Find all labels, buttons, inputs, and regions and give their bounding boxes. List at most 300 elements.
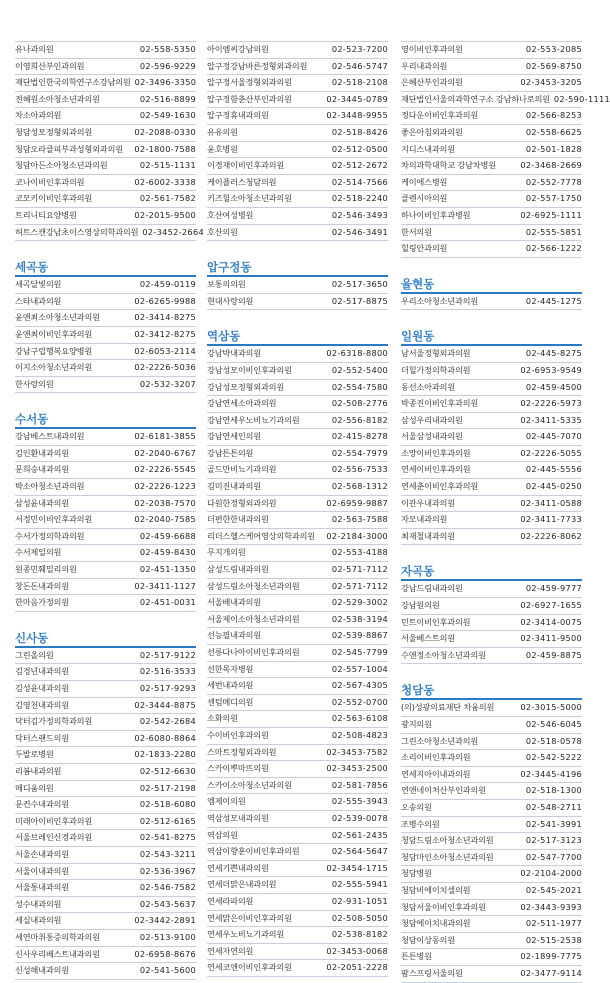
clinic-phone: 02-546-7582 xyxy=(139,882,196,893)
clinic-name: 전혜원소아청소년과의원 xyxy=(15,93,100,104)
district-title: 수서동 xyxy=(15,412,49,427)
clinic-row xyxy=(207,175,388,192)
clinic-name: 연세더맑은내과의원 xyxy=(207,879,277,890)
clinic-name: 조병수의원 xyxy=(401,818,440,829)
clinic-row xyxy=(401,833,582,850)
clinic-name: 우리소아청소년과의원 xyxy=(401,295,479,306)
clinic-name: 청담에이치내과의원 xyxy=(401,918,471,929)
clinic-name: 무지개의원 xyxy=(207,547,246,558)
clinic-phone: 02-564-5647 xyxy=(331,846,388,857)
clinic-phone: 02-2040-6767 xyxy=(134,447,196,458)
clinic-row xyxy=(207,92,388,109)
clinic-phone: 02-516-3533 xyxy=(139,666,196,677)
clinic-name: 현대사랑의원 xyxy=(207,295,254,306)
clinic-row xyxy=(401,413,582,430)
clinic-name: 그린올의원 xyxy=(15,649,54,660)
clinic-name: 세연마취통증의학과의원 xyxy=(15,931,100,942)
clinic-row xyxy=(401,800,582,817)
clinic-name: 신사우리베스트내과의원 xyxy=(15,948,100,959)
clinic-row xyxy=(207,462,388,479)
clinic-phone: 02-563-7588 xyxy=(331,514,388,525)
clinic-name: 문컨수내과의원 xyxy=(15,799,69,810)
clinic-name: 엠제이의원 xyxy=(207,796,246,807)
clinic-phone: 02-459-6688 xyxy=(139,530,196,541)
clinic-name: 케이플러스청담의원 xyxy=(207,176,277,187)
clinic-name: 민트이비인후과의원 xyxy=(401,616,471,627)
clinic-row xyxy=(207,446,388,463)
clinic-row xyxy=(15,847,196,864)
clinic-row xyxy=(207,745,388,762)
clinic-phone: 02-6002-3338 xyxy=(134,176,196,187)
clinic-row xyxy=(401,380,582,397)
clinic-row xyxy=(401,615,582,632)
clinic-row xyxy=(207,277,388,294)
clinic-phone: 02-3477-9114 xyxy=(520,967,582,978)
clinic-row xyxy=(207,612,388,629)
clinic-name: 서울배내과의원 xyxy=(207,597,261,608)
clinic-name: 강남박내과의원 xyxy=(207,348,261,359)
clinic-name: 더힐가정의학과의원 xyxy=(401,364,471,375)
clinic-row xyxy=(401,700,582,717)
district-heading xyxy=(401,559,582,581)
clinic-name: 스카이소아청소년과의원 xyxy=(207,779,292,790)
clinic-phone: 02-3414-0075 xyxy=(520,616,582,627)
clinic-phone: 02-2226-5545 xyxy=(134,464,196,475)
clinic-row xyxy=(401,916,582,933)
clinic-phone: 02-515-1131 xyxy=(139,160,196,171)
clinic-name: 강남연세인의원 xyxy=(207,431,261,442)
clinic-phone: 02-3468-2669 xyxy=(520,160,582,171)
clinic-phone: 02-445-5556 xyxy=(525,464,582,475)
clinic-name: 정다운이비인후과의원 xyxy=(401,110,479,121)
clinic-row xyxy=(207,208,388,225)
clinic-name: 강남연세우노비뇨기과의원 xyxy=(207,414,300,425)
clinic-row xyxy=(401,631,582,648)
clinic-row xyxy=(401,900,582,917)
clinic-row xyxy=(15,344,196,361)
directory-column xyxy=(15,41,204,980)
clinic-phone: 02-569-8750 xyxy=(525,60,582,71)
district-heading xyxy=(401,272,582,294)
directory-column xyxy=(401,41,610,983)
clinic-row xyxy=(15,595,196,612)
clinic-phone: 02-459-0119 xyxy=(139,279,196,290)
clinic-name: 세곡달빛의원 xyxy=(15,279,62,290)
clinic-phone: 02-553-2085 xyxy=(525,44,582,54)
clinic-name: 허트스캔강남초이스영상의학과의원 xyxy=(15,226,139,237)
clinic-name: 세번내과의원 xyxy=(207,680,254,691)
clinic-row xyxy=(207,579,388,596)
clinic-name: 강남성모정형외과의원 xyxy=(207,381,285,392)
clinic-row xyxy=(207,59,388,76)
clinic-row xyxy=(15,830,196,847)
clinic-phone: 02-3453-3205 xyxy=(520,77,582,88)
clinic-row xyxy=(401,363,582,380)
clinic-phone: 02-518-2108 xyxy=(331,77,388,88)
clinic-phone: 02-555-3943 xyxy=(331,796,388,807)
clinic-row xyxy=(401,496,582,513)
clinic-row xyxy=(207,628,388,645)
clinic-phone: 02-2038-7570 xyxy=(134,497,196,508)
clinic-row xyxy=(15,429,196,446)
clinic-name: 서울삼성내과의원 xyxy=(401,431,463,442)
clinic-row xyxy=(207,844,388,861)
clinic-phone: 02-518-6080 xyxy=(139,799,196,810)
clinic-name: 리봄내과의원 xyxy=(15,765,62,776)
clinic-phone: 02-554-7979 xyxy=(331,447,388,458)
clinic-row xyxy=(207,529,388,546)
district-title: 세곡동 xyxy=(15,260,49,275)
clinic-name: 서울손내과의원 xyxy=(15,848,69,859)
clinic-row xyxy=(401,142,582,159)
clinic-name: 청담성모정형외과의원 xyxy=(15,126,93,137)
clinic-name: 연세자연의원 xyxy=(207,945,254,956)
clinic-phone: 02-558-6625 xyxy=(525,126,582,137)
clinic-name: 강남연세소아과의원 xyxy=(207,398,277,409)
clinic-name: 역삼의원 xyxy=(207,829,238,840)
clinic-phone: 02-590-1111 xyxy=(553,93,610,104)
clinic-phone: 02-532-3207 xyxy=(139,378,196,389)
clinic-name: 코나이비인후과의원 xyxy=(15,176,85,187)
clinic-row xyxy=(15,175,196,192)
clinic-row xyxy=(207,595,388,612)
clinic-row xyxy=(401,59,582,76)
clinic-row xyxy=(207,41,388,59)
clinic-phone: 02-6925-1111 xyxy=(520,209,582,220)
directory-column xyxy=(207,41,388,977)
district-title: 압구정동 xyxy=(207,260,252,275)
clinic-phone: 02-567-4305 xyxy=(331,680,388,691)
clinic-row xyxy=(15,92,196,109)
clinic-row xyxy=(15,529,196,546)
clinic-phone: 02-523-7200 xyxy=(331,44,388,54)
clinic-phone: 02-445-8275 xyxy=(525,348,582,359)
clinic-name: 우리내과의원 xyxy=(401,60,448,71)
clinic-row xyxy=(207,380,388,397)
clinic-name: 자모내과의원 xyxy=(401,514,448,525)
clinic-row xyxy=(207,108,388,125)
clinic-phone: 02-6927-1655 xyxy=(520,600,582,611)
clinic-name: 다원한정형외과의원 xyxy=(207,497,277,508)
clinic-phone: 02-553-4188 xyxy=(331,547,388,558)
clinic-name: 강남구립행복요양병원 xyxy=(15,345,93,356)
clinic-name: 윤앤최소아청소년과의원 xyxy=(15,312,100,323)
clinic-name: 연세이비인후과의원 xyxy=(401,464,471,475)
clinic-name: 코모키이비인후과의원 xyxy=(15,193,93,204)
clinic-row xyxy=(15,814,196,831)
clinic-name: 신성해내과의원 xyxy=(15,965,69,976)
clinic-phone: 02-6958-8676 xyxy=(134,948,196,959)
clinic-row xyxy=(401,396,582,413)
clinic-name: 센텀메디의원 xyxy=(207,696,254,707)
clinic-row xyxy=(401,734,582,751)
clinic-row xyxy=(207,944,388,961)
clinic-name: 이영희산부인과의원 xyxy=(15,60,85,71)
clinic-name: 원종민훼밀리의원 xyxy=(15,564,77,575)
clinic-phone: 02-3454-1715 xyxy=(326,862,388,873)
clinic-row xyxy=(207,75,388,92)
clinic-row xyxy=(401,241,582,258)
clinic-name: 서울제이소아청소년과의원 xyxy=(207,613,300,624)
clinic-name: 최재철내과의원 xyxy=(401,530,455,541)
clinic-row xyxy=(15,764,196,781)
clinic-name: 스타내과의원 xyxy=(15,295,62,306)
clinic-row xyxy=(401,817,582,834)
clinic-row xyxy=(15,125,196,142)
clinic-phone: 02-2088-0330 xyxy=(134,126,196,137)
clinic-phone: 02-2226-5055 xyxy=(520,447,582,458)
clinic-phone: 02-3453-0068 xyxy=(326,945,388,956)
clinic-row xyxy=(15,664,196,681)
clinic-phone: 02-931-1051 xyxy=(331,895,388,906)
clinic-row xyxy=(401,750,582,767)
clinic-name: 강남드림내과의원 xyxy=(401,583,463,594)
clinic-phone: 02-552-7778 xyxy=(525,176,582,187)
clinic-row xyxy=(15,681,196,698)
clinic-phone: 02-561-7582 xyxy=(139,193,196,204)
clinic-phone: 02-3015-5000 xyxy=(520,702,582,713)
clinic-row xyxy=(15,446,196,463)
clinic-phone: 02-517-3650 xyxy=(331,279,388,290)
clinic-name: 서울이내과의원 xyxy=(15,865,69,876)
clinic-row xyxy=(207,562,388,579)
clinic-row xyxy=(401,208,582,225)
clinic-row xyxy=(15,963,196,980)
clinic-name: 지디스내과의원 xyxy=(401,143,455,154)
clinic-phone: 02-512-0500 xyxy=(331,143,388,154)
clinic-name: 연세라파의원 xyxy=(207,895,254,906)
clinic-phone: 02-515-2538 xyxy=(525,934,582,945)
clinic-name: 스마트정형외과의원 xyxy=(207,746,277,757)
clinic-name: 삼성우리내과의원 xyxy=(401,414,463,425)
clinic-phone: 02-556-8182 xyxy=(331,414,388,425)
clinic-name: 김인환내과의원 xyxy=(15,447,69,458)
clinic-row xyxy=(401,966,582,983)
clinic-phone: 02-2226-1223 xyxy=(134,481,196,492)
clinic-row xyxy=(207,413,388,430)
clinic-phone: 02-3453-7582 xyxy=(326,746,388,757)
district-title: 청담동 xyxy=(401,683,435,698)
clinic-phone: 02-6959-9887 xyxy=(326,497,388,508)
clinic-name: 힐링안과의원 xyxy=(401,243,448,254)
clinic-row xyxy=(207,711,388,728)
clinic-row xyxy=(207,225,388,242)
clinic-name: 한서의원 xyxy=(401,226,432,237)
clinic-row xyxy=(207,861,388,878)
clinic-phone: 02-548-2711 xyxy=(525,801,582,812)
clinic-row xyxy=(207,911,388,928)
clinic-phone: 02-6265-9988 xyxy=(134,295,196,306)
clinic-phone: 02-517-2198 xyxy=(139,782,196,793)
clinic-phone: 02-3444-8875 xyxy=(134,699,196,710)
clinic-phone: 02-518-0578 xyxy=(525,735,582,746)
clinic-phone: 02-3452-2664 xyxy=(142,226,204,237)
clinic-phone: 02-508-2776 xyxy=(331,398,388,409)
clinic-row xyxy=(401,512,582,529)
clinic-name: 연세맑은이비인후과의원 xyxy=(207,912,292,923)
clinic-phone: 02-3412-8275 xyxy=(134,328,196,339)
clinic-row xyxy=(401,462,582,479)
clinic-row xyxy=(207,142,388,159)
clinic-phone: 02-517-8875 xyxy=(331,295,388,306)
clinic-name: 청담아든소아청소년과의원 xyxy=(15,160,108,171)
clinic-row xyxy=(15,41,196,59)
clinic-phone: 02-1833-2280 xyxy=(134,749,196,760)
district-heading xyxy=(401,324,582,346)
clinic-phone: 02-547-7700 xyxy=(525,851,582,862)
clinic-row xyxy=(207,396,388,413)
clinic-name: 박종진이비인후과의원 xyxy=(401,398,479,409)
clinic-name: 미래아이비인후과의원 xyxy=(15,815,93,826)
clinic-row xyxy=(15,225,204,242)
clinic-name: 연세지아이내과의원 xyxy=(401,768,471,779)
clinic-row xyxy=(15,108,196,125)
clinic-name: 더편한한내과의원 xyxy=(207,514,269,525)
clinic-phone: 02-459-8430 xyxy=(139,547,196,558)
clinic-name: 청담오라클피부과성형외과의원 xyxy=(15,143,123,154)
clinic-phone: 02-566-1222 xyxy=(525,243,582,254)
clinic-row xyxy=(401,125,582,142)
clinic-phone: 02-2104-2000 xyxy=(520,868,582,879)
clinic-row xyxy=(401,949,582,966)
clinic-row xyxy=(401,581,582,598)
clinic-phone: 02-557-1750 xyxy=(525,193,582,204)
clinic-phone: 02-459-8875 xyxy=(525,649,582,660)
clinic-phone: 02-545-2021 xyxy=(525,884,582,895)
clinic-name: 동선소아과의원 xyxy=(401,381,455,392)
clinic-phone: 02-2226-5036 xyxy=(134,362,196,373)
clinic-name: 광지의원 xyxy=(401,719,432,729)
clinic-phone: 02-556-7533 xyxy=(331,464,388,475)
clinic-phone: 02-518-8426 xyxy=(331,126,388,137)
clinic-phone: 02-542-2684 xyxy=(139,716,196,727)
clinic-phone: 02-518-1300 xyxy=(525,785,582,796)
clinic-name: 삼성드림내과의원 xyxy=(207,564,269,575)
clinic-row xyxy=(15,191,196,208)
clinic-name: 재단법인한국의학연구소강남의원 xyxy=(15,77,131,88)
clinic-phone: 02-554-7580 xyxy=(331,381,388,392)
clinic-name: 이경재이비인후과의원 xyxy=(207,160,285,171)
clinic-row xyxy=(401,225,582,242)
clinic-phone: 02-546-3491 xyxy=(331,226,388,237)
clinic-phone: 02-552-0700 xyxy=(331,696,388,707)
clinic-row xyxy=(207,828,388,845)
clinic-phone: 02-2226-5973 xyxy=(520,398,582,409)
clinic-name: 김미진내과의원 xyxy=(207,481,261,492)
clinic-row xyxy=(207,512,388,529)
clinic-name: 윤호병원 xyxy=(207,143,238,154)
clinic-name: 삼성윤내과의원 xyxy=(15,497,69,508)
clinic-phone: 02-518-2240 xyxy=(331,193,388,204)
clinic-row xyxy=(401,479,582,496)
clinic-row xyxy=(207,158,388,175)
clinic-name: 유나과의원 xyxy=(15,44,54,54)
clinic-name: 닥터스랜드의원 xyxy=(15,732,69,743)
clinic-phone: 02-6080-8864 xyxy=(134,732,196,743)
clinic-name: 골드만비뇨기과의원 xyxy=(207,464,277,475)
clinic-name: 창돈돈내과의원 xyxy=(15,580,69,591)
clinic-name: 청담병원 xyxy=(401,868,432,879)
clinic-row xyxy=(207,545,388,562)
clinic-row xyxy=(207,728,388,745)
clinic-name: 하나이비인후과병원 xyxy=(401,209,471,220)
clinic-phone: 02-3411-1127 xyxy=(134,580,196,591)
clinic-name: 성수내과의원 xyxy=(15,898,62,909)
clinic-row xyxy=(401,529,582,546)
clinic-phone: 02-561-2435 xyxy=(331,829,388,840)
clinic-phone: 02-596-9229 xyxy=(139,60,196,71)
clinic-name: 오송의원 xyxy=(401,801,432,812)
clinic-row xyxy=(15,897,196,914)
clinic-row xyxy=(401,717,582,734)
district-title: 신사동 xyxy=(15,630,49,645)
clinic-row xyxy=(15,648,196,665)
clinic-phone: 02-546-5747 xyxy=(331,60,388,71)
clinic-row xyxy=(207,645,388,662)
clinic-phone: 02-2040-7585 xyxy=(134,514,196,525)
clinic-row xyxy=(15,731,196,748)
clinic-row xyxy=(15,562,196,579)
clinic-name: 연앤네이처산부인과의원 xyxy=(401,785,486,796)
clinic-name: 수이비인후과의원 xyxy=(207,729,269,740)
district-title: 율현동 xyxy=(401,276,435,291)
clinic-phone: 02-549-1630 xyxy=(139,110,196,121)
clinic-phone: 02-566-8253 xyxy=(525,110,582,121)
clinic-name: 그린소아청소년과의원 xyxy=(401,735,479,746)
clinic-row xyxy=(207,363,388,380)
clinic-row xyxy=(401,933,582,950)
clinic-phone: 02-3453-2500 xyxy=(326,763,388,774)
clinic-name: 압구정강남바른정형외과의원 xyxy=(207,60,308,71)
clinic-phone: 02-3448-9955 xyxy=(326,110,388,121)
district-heading xyxy=(15,255,196,277)
clinic-name: 은혜산부인과의원 xyxy=(401,77,463,88)
clinic-phone: 02-512-6165 xyxy=(139,815,196,826)
clinic-phone: 02-543-3211 xyxy=(139,848,196,859)
clinic-phone: 02-3411-0588 xyxy=(520,497,582,508)
clinic-row xyxy=(401,429,582,446)
clinic-row xyxy=(207,894,388,911)
clinic-phone: 02-543-5637 xyxy=(139,898,196,909)
clinic-row xyxy=(207,678,388,695)
clinic-row xyxy=(207,294,388,311)
clinic-row xyxy=(15,781,196,798)
clinic-row xyxy=(207,927,388,944)
clinic-phone: 02-2015-9500 xyxy=(134,209,196,220)
district-title: 역삼동 xyxy=(207,329,241,344)
clinic-name: 역삼이향훈이비인후과의원 xyxy=(207,846,300,857)
clinic-phone: 02-3414-8275 xyxy=(134,312,196,323)
clinic-name: 스카이뿌마뜨의원 xyxy=(207,763,269,774)
district-heading xyxy=(401,678,582,700)
clinic-row xyxy=(15,327,196,344)
clinic-row xyxy=(207,794,388,811)
clinic-name: 좋은아침외과의원 xyxy=(401,126,463,137)
clinic-row xyxy=(15,59,196,76)
clinic-row xyxy=(15,479,196,496)
clinic-phone: 02-3445-4196 xyxy=(520,768,582,779)
clinic-row xyxy=(207,662,388,679)
clinic-phone: 02-517-3123 xyxy=(525,835,582,846)
clinic-row xyxy=(401,158,582,175)
clinic-row xyxy=(207,191,388,208)
clinic-row xyxy=(207,125,388,142)
clinic-row xyxy=(15,142,196,159)
clinic-row xyxy=(15,747,196,764)
clinic-name: 세실내과의원 xyxy=(15,915,62,926)
clinic-name: 서울통내과의원 xyxy=(15,882,69,893)
clinic-row xyxy=(15,360,196,377)
